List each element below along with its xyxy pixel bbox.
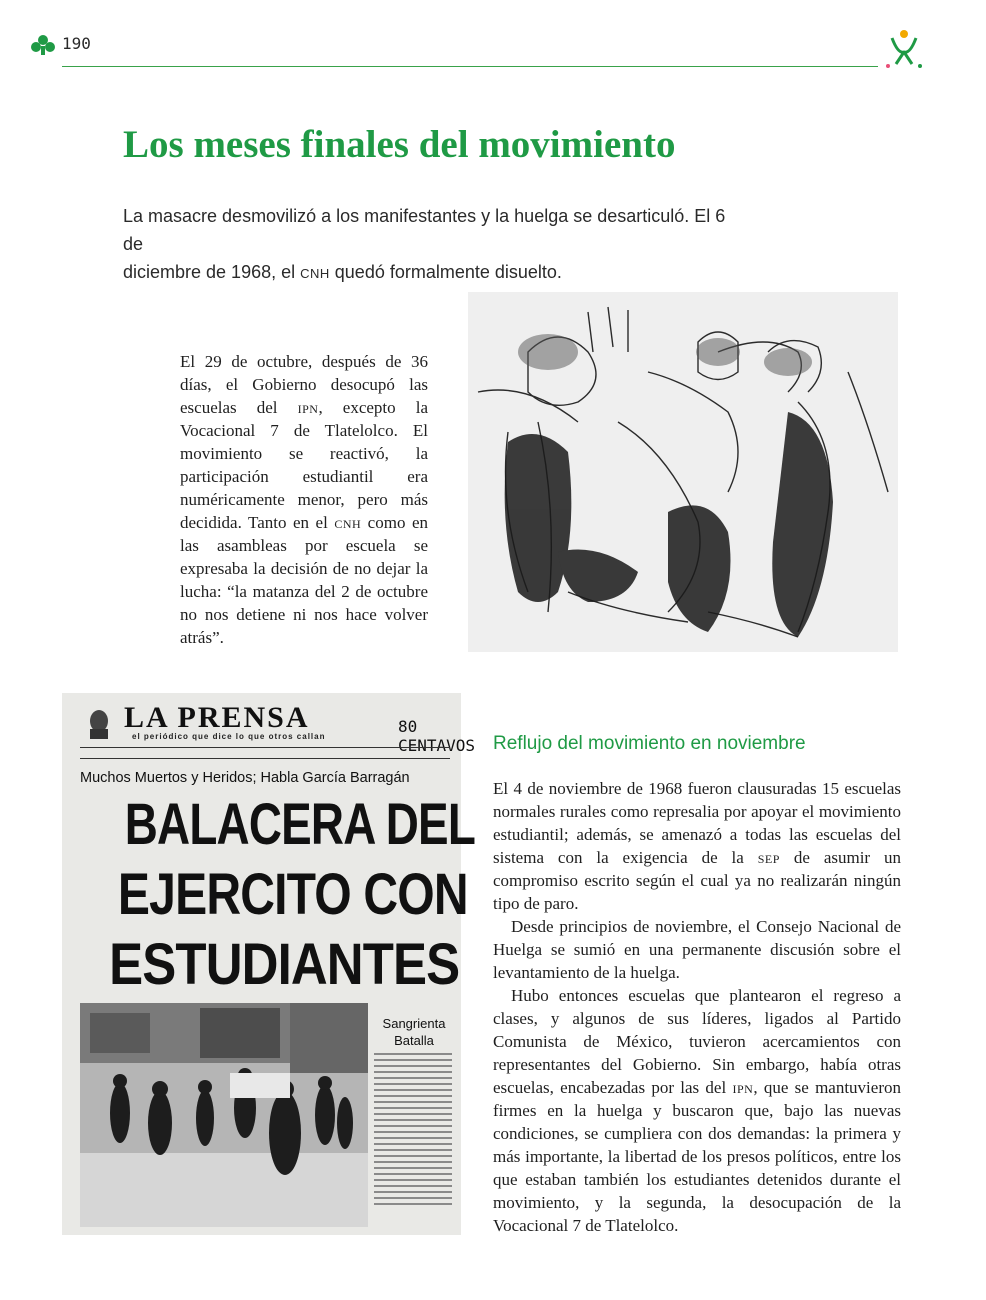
header-rule xyxy=(62,66,878,67)
newspaper-subhead: Muchos Muertos y Heridos; Habla García Barragán xyxy=(80,770,410,786)
headline-line-1: BALACERA DEL xyxy=(124,792,476,857)
newspaper-column-text xyxy=(374,1053,452,1209)
page-title: Los meses finales del movimiento xyxy=(123,123,676,166)
col1-acronym-ipn: ipn xyxy=(297,398,319,417)
newspaper-motto: el periódico que dice lo que otros callan xyxy=(132,732,326,741)
newspaper-side-heading xyxy=(374,1015,454,1049)
col1-text-3: como en las asambleas por escuela se expresaba la decisión de no dejar la lucha: “la matanza del 2 de octubre no nos detiene ni nos hace volver atrás”. xyxy=(180,513,428,647)
col2-paragraph-2: Desde principios de noviembre, el Consejo Nacional de Huelga se sumió en una permanente discusión sobre el levantamiento de la huelga. xyxy=(493,917,901,982)
col1-text-2: , excepto la Vocacional 7 de Tlatelolco. El movimiento se reactivó, la participación estudiantil era numéricamente menor, pero más decidida. Tanto en el xyxy=(180,398,428,532)
intro-paragraph xyxy=(123,202,743,286)
newspaper-name: LA PRENSA xyxy=(124,701,310,734)
col2-p1-text-1: El 4 de noviembre de 1968 fueron clausuradas 15 escuelas normales rurales como represalia por apoyar el movimiento estudiantil; además, se amenazó a todas las escuelas del sistema con la exigencia de la xyxy=(493,779,901,867)
sprout-logo-icon xyxy=(884,28,924,70)
page-number: 190 xyxy=(62,34,91,53)
section-heading: Reflujo del movimiento en noviembre xyxy=(493,733,806,754)
artwork-soldiers-sketch xyxy=(468,292,898,652)
col2-p3-text-2: , que se mantuvieron firmes en la huelga y buscaron que, bajo las nuevas condiciones, se cumpliera con dos demandas: la primera y más importante, la libertad de los presos políticos, entre los que estaban también los estudiantes detenidos durante el movimiento, y la segunda, la desocupación de la Vocacional 7 de Tlatelolco. xyxy=(493,1078,901,1235)
newspaper-photo xyxy=(80,1003,368,1227)
newspaper-front-page xyxy=(62,693,476,1235)
clover-icon xyxy=(30,34,56,56)
side-heading-line-2: Batalla xyxy=(394,1033,434,1048)
newspaper-portrait-icon xyxy=(86,709,112,739)
intro-line-1: La masacre desmovilizó a los manifestantes y la huelga se desarticuló. El 6 de xyxy=(123,206,726,254)
intro-line-2: diciembre de 1968, el xyxy=(123,262,301,282)
side-heading-line-1: Sangrienta xyxy=(382,1016,446,1031)
col2-p3-text-1: Hubo entonces escuelas que plantearon el regreso a clases, y algunos de sus líderes, ligados al Partido Comunista de México, tuvieron acercamientos con representantes del Gobierno. Sin embargo, había otras escuelas, encabezadas por las del xyxy=(493,986,901,1097)
newspaper-price: 80 CENTAVOS xyxy=(398,717,476,755)
november-text xyxy=(493,777,901,1237)
col2-p1-text-2: de asumir un compromiso escrito según el cual ya no realizarán ningún tipo de paro. xyxy=(493,848,901,913)
intro-acronym: cnh xyxy=(300,262,330,282)
intro-line-2-end: quedó formalmente disuelto. xyxy=(329,262,562,282)
col2-acronym-ipn: ipn xyxy=(732,1078,754,1097)
headline-line-3: ESTUDIANTES xyxy=(109,932,460,997)
col2-acronym-sep: sep xyxy=(757,848,780,867)
col1-acronym-cnh: cnh xyxy=(334,513,362,532)
october-paragraph xyxy=(180,350,428,649)
headline-line-2: EJERCITO CON xyxy=(117,862,468,927)
col1-text-1: El 29 de octubre, después de 36 días, el Gobierno desocupó las escuelas del xyxy=(180,352,428,417)
newspaper-dateline-strip xyxy=(80,747,450,759)
